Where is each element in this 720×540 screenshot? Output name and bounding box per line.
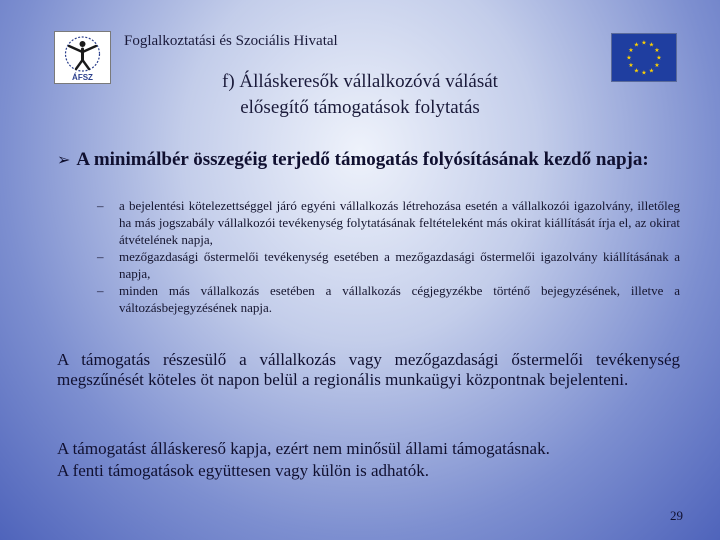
closing-paragraph	[57, 438, 680, 482]
dash-marker: –	[97, 198, 104, 213]
closing-line-1: A támogatást álláskereső kapja, ezért nem minősül állami támogatásnak.	[57, 439, 550, 458]
slide-title	[110, 69, 610, 121]
list-item	[95, 248, 680, 282]
list-item	[95, 282, 680, 316]
heading-text: A minimálbér összegéig terjedő támogatás folyósításának kezdő napja:	[76, 149, 649, 170]
afsz-logo-icon	[54, 31, 111, 84]
star-icon: ★	[628, 48, 634, 54]
list-item-text: mezőgazdasági őstermelői tevékenység esetében a mezőgazdasági őstermelői igazolvány kiállításának a napja,	[119, 249, 680, 281]
eu-flag-icon	[611, 33, 677, 82]
logo-text: ÁFSZ	[72, 73, 93, 82]
star-icon: ★	[654, 48, 660, 54]
star-icon: ★	[628, 63, 634, 69]
dash-marker: –	[97, 249, 104, 264]
star-icon: ★	[654, 63, 660, 69]
organization-name: Foglalkoztatási és Szociális Hivatal	[124, 33, 338, 49]
list-item-text: minden más vállalkozás esetében a vállalkozás cégjegyzékbe történő bejegyzésének, illetve a változásbejegyzésének napja.	[119, 283, 680, 315]
list-item-text: a bejelentési kötelezettséggel járó egyéni vállalkozás létrehozása esetén a vállalkozói igazolvány, illetőleg ha más jogszabály vállalkozói tevékenység folytatásának feltételeként más okirat kiállítását írja el, az okirat átvételének napja,	[119, 198, 680, 247]
arrow-bullet-icon: ➢	[57, 150, 71, 169]
star-icon: ★	[626, 55, 632, 62]
closing-line-2: A fenti támogatások együttesen vagy külön is adhatók.	[57, 461, 430, 480]
title-line-2: elősegítő támogatások folytatás	[240, 97, 480, 118]
star-icon: ★	[641, 70, 647, 77]
star-icon: ★	[633, 68, 640, 75]
section-heading	[57, 149, 681, 171]
star-icon: ★	[633, 42, 640, 49]
page-number: 29	[670, 508, 683, 523]
title-line-1: f) Álláskeresők vállalkozóvá válását	[222, 71, 498, 92]
star-icon: ★	[648, 68, 655, 75]
star-icon: ★	[656, 55, 662, 62]
reporting-paragraph: A támogatás részesülő a vállalkozás vagy mezőgazdasági őstermelői tevékenység megszűnését köteles öt napon belül a regionális munkaügyi központnak bejelenteni.	[57, 350, 680, 389]
star-icon: ★	[648, 42, 655, 49]
list-item	[95, 197, 680, 248]
star-icon: ★	[641, 40, 647, 47]
dash-marker: –	[97, 283, 104, 298]
bullet-list	[95, 197, 680, 316]
